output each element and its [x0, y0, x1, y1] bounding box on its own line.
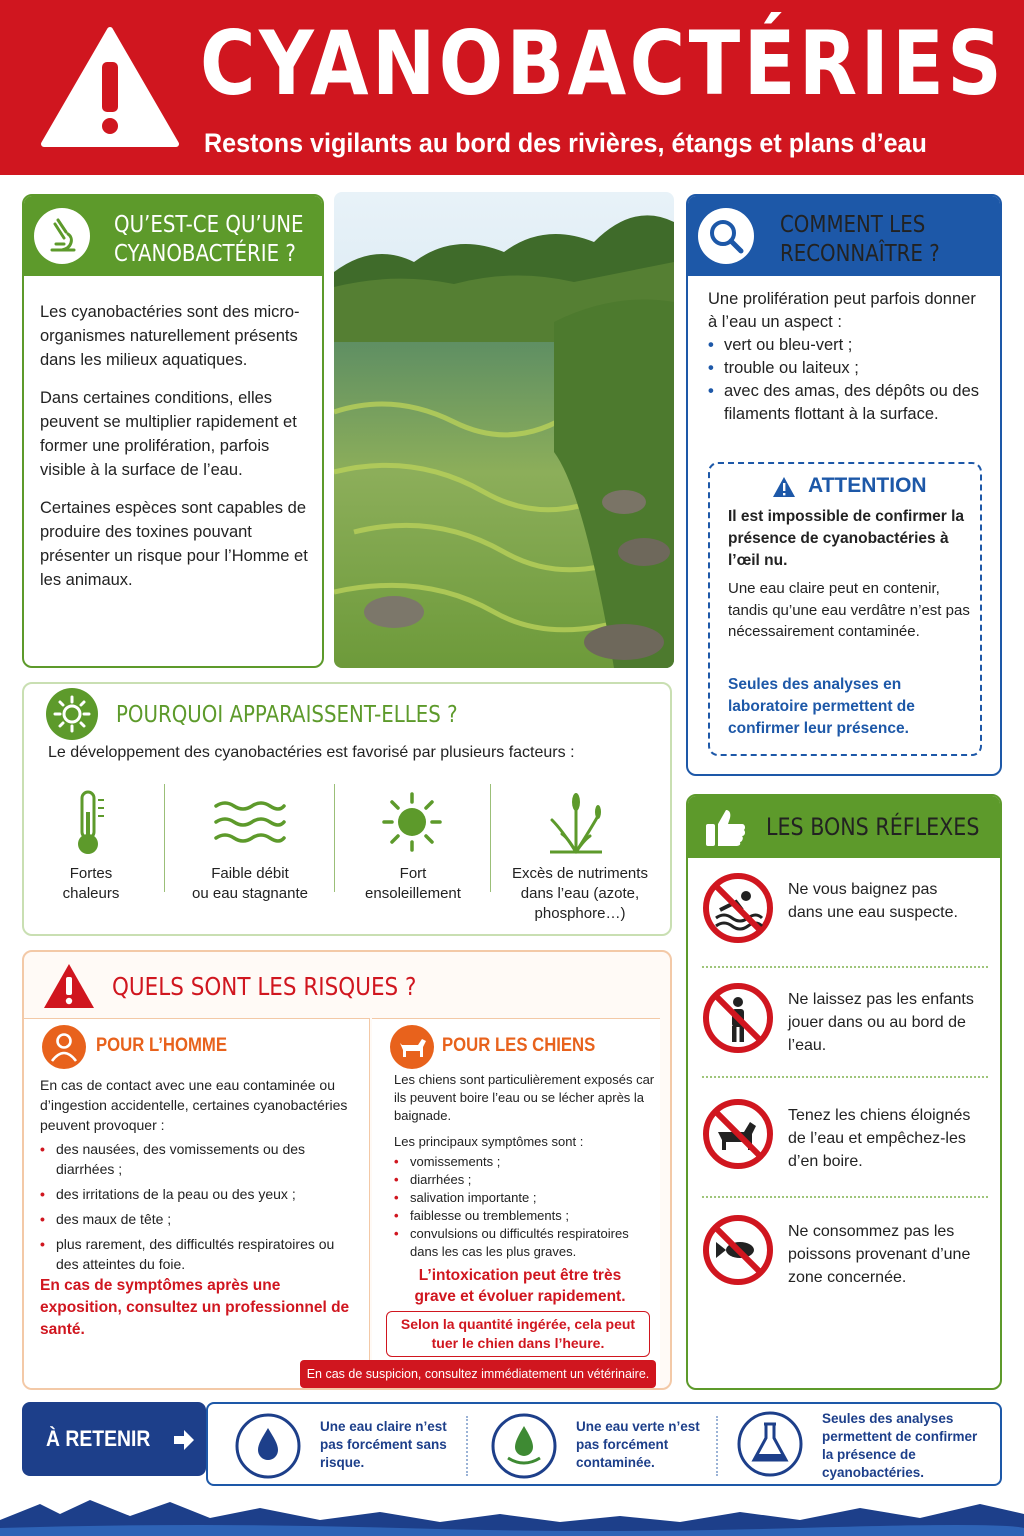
list-item: • convulsions ou difficultés respiratoires dans les cas les plus graves.	[394, 1225, 656, 1261]
what-is-paragraph-3: Certaines espèces sont capables de produire des toxines pouvant présenter un risque pour l’Homme et les animaux.	[40, 499, 308, 589]
microscope-icon	[40, 214, 84, 258]
thumbs-up-icon	[704, 806, 748, 848]
dogs-intro: Les chiens sont particulièrement exposés car ils peuvent boire l’eau ou se lécher après la baignade.	[394, 1072, 655, 1123]
what-is-title-2: CYANOBACTÉRIE ?	[114, 241, 296, 267]
dogs-column	[372, 1018, 660, 1388]
sun-icon	[380, 790, 444, 854]
human-column	[24, 1018, 370, 1388]
why-intro: Le développement des cyanobactéries est favorisé par plusieurs facteurs :	[48, 744, 575, 761]
attention-title: ATTENTION	[808, 474, 927, 497]
vet-banner: En cas de suspicion, consultez immédiatement un vétérinaire.	[300, 1360, 656, 1388]
human-symptoms-list	[40, 1139, 360, 1274]
lake-photo	[334, 192, 674, 668]
page-title: CYANOBACTÉRIES	[200, 12, 1006, 115]
no-dogs-icon	[702, 1098, 774, 1170]
retain-label: À RETENIR	[46, 1426, 151, 1451]
list-item: • des nausées, des vomissements ou des diarrhées ;	[40, 1139, 360, 1179]
why-title: POURQUOI APPARAISSENT-ELLES ?	[116, 702, 458, 728]
recognize-list	[708, 334, 988, 426]
retain-label-box	[22, 1402, 206, 1476]
water-drop-icon	[234, 1412, 302, 1480]
footer-landscape	[0, 1490, 1024, 1536]
human-warning: En cas de symptômes après une exposition, consultez un professionnel de santé.	[40, 1277, 350, 1338]
list-item: • diarrhées ;	[394, 1171, 656, 1189]
recognize-title-2: RECONNAÎTRE ?	[780, 241, 940, 267]
what-is-panel	[22, 194, 324, 668]
factor-heat: Fortes chaleurs	[62, 865, 120, 902]
page-subtitle: Restons vigilants au bord des rivières, étangs et plans d’eau	[204, 128, 927, 158]
thermometer-icon	[70, 788, 110, 858]
factor-stagnant: Faible débit ou eau stagnante	[192, 865, 308, 902]
factor-nutrients: Excès de nutriments dans l’eau (azote, phosphore…)	[512, 865, 648, 922]
retain-item: Une eau verte n’est pas forcément contaminée.	[490, 1404, 730, 1490]
person-icon	[50, 1031, 78, 1063]
dogs-boxed-warning: Selon la quantité ingérée, cela peut tuer le chien dans l’heure.	[386, 1311, 650, 1357]
recognize-panel	[686, 194, 1002, 776]
reflex-item: Tenez les chiens éloignés de l’eau et empêchez-les d’en boire.	[702, 1098, 974, 1198]
recognize-title-1: COMMENT LES	[780, 212, 926, 238]
list-item: • vomissements ;	[394, 1153, 656, 1171]
retain-item: Seules des analyses permettent de confirmer la présence de cyanobactéries.	[736, 1404, 996, 1490]
flask-icon	[736, 1410, 804, 1478]
arrow-right-icon	[172, 1428, 196, 1452]
list-item: • faiblesse ou tremblements ;	[394, 1207, 656, 1225]
dogs-warning: L’intoxication peut être très grave et évoluer rapidement.	[414, 1267, 626, 1305]
list-item: • avec des amas, des dépôts ou des filaments flottant à la surface.	[708, 380, 988, 426]
list-item: • trouble ou laiteux ;	[708, 357, 988, 380]
list-item: • plus rarement, des difficultés respiratoires ou des atteintes du foie.	[40, 1234, 360, 1274]
plant-icon	[544, 790, 608, 856]
attention-icon	[772, 476, 796, 498]
human-intro: En cas de contact avec une eau contaminée ou d’ingestion accidentelle, certaines cyanobactéries peuvent provoquer :	[40, 1077, 348, 1133]
why-panel	[22, 682, 672, 936]
reflex-item: Ne laissez pas les enfants jouer dans ou au bord de l’eau.	[702, 982, 974, 1082]
what-is-paragraph-1: Les cyanobactéries sont des micro-organismes naturellement présents dans les milieux aquatiques.	[40, 303, 300, 369]
attention-box	[708, 462, 982, 756]
dogs-intro-2: Les principaux symptômes sont :	[394, 1134, 584, 1149]
no-children-icon	[702, 982, 774, 1054]
retain-box	[206, 1402, 1002, 1486]
warning-icon	[42, 962, 96, 1010]
human-title: POUR L’HOMME	[96, 1035, 227, 1056]
what-is-title-1: QU’EST-CE QU’UNE	[114, 212, 304, 238]
warning-triangle-icon	[40, 26, 180, 150]
risks-panel	[22, 950, 672, 1390]
reflexes-title: LES BONS RÉFLEXES	[766, 813, 980, 841]
reflex-item: Ne consommez pas les poissons provenant d’une zone concernée.	[702, 1214, 974, 1314]
list-item: • vert ou bleu-vert ;	[708, 334, 988, 357]
sun-icon	[52, 694, 92, 734]
list-item: • des maux de tête ;	[40, 1209, 360, 1229]
retain-item: Une eau claire n’est pas forcément sans risque.	[228, 1404, 468, 1490]
green-drop-icon	[490, 1412, 558, 1480]
what-is-paragraph-2: Dans certaines conditions, elles peuvent se multiplier rapidement et former une prolifération, parfois visible à la surface de l’eau.	[40, 389, 297, 479]
no-swimming-icon	[702, 872, 774, 944]
attention-blue: Seules des analyses en laboratoire permettent de confirmer leur présence.	[728, 676, 915, 737]
attention-text: Une eau claire peut en contenir, tandis qu’une eau verdâtre n’est pas nécessairement contaminée.	[728, 580, 970, 640]
dog-icon	[396, 1033, 428, 1061]
list-item: • salivation importante ;	[394, 1189, 656, 1207]
header-banner	[0, 0, 1024, 175]
magnifier-icon	[704, 214, 748, 258]
reflexes-panel	[686, 794, 1002, 1390]
dogs-title: POUR LES CHIENS	[442, 1035, 596, 1056]
reflex-item: Ne vous baignez pas dans une eau suspecte.	[702, 872, 974, 972]
factor-sun: Fort ensoleillement	[365, 865, 461, 902]
list-item: • des irritations de la peau ou des yeux ;	[40, 1184, 360, 1204]
attention-bold: Il est impossible de confirmer la présence de cyanobactéries à l’œil nu.	[728, 508, 965, 569]
recognize-intro: Une prolifération peut parfois donner à l’eau un aspect :	[708, 290, 976, 331]
waves-icon	[214, 798, 286, 848]
risks-title: QUELS SONT LES RISQUES ?	[112, 972, 417, 1001]
no-fish-icon	[702, 1214, 774, 1286]
dogs-symptoms-list	[394, 1153, 656, 1261]
